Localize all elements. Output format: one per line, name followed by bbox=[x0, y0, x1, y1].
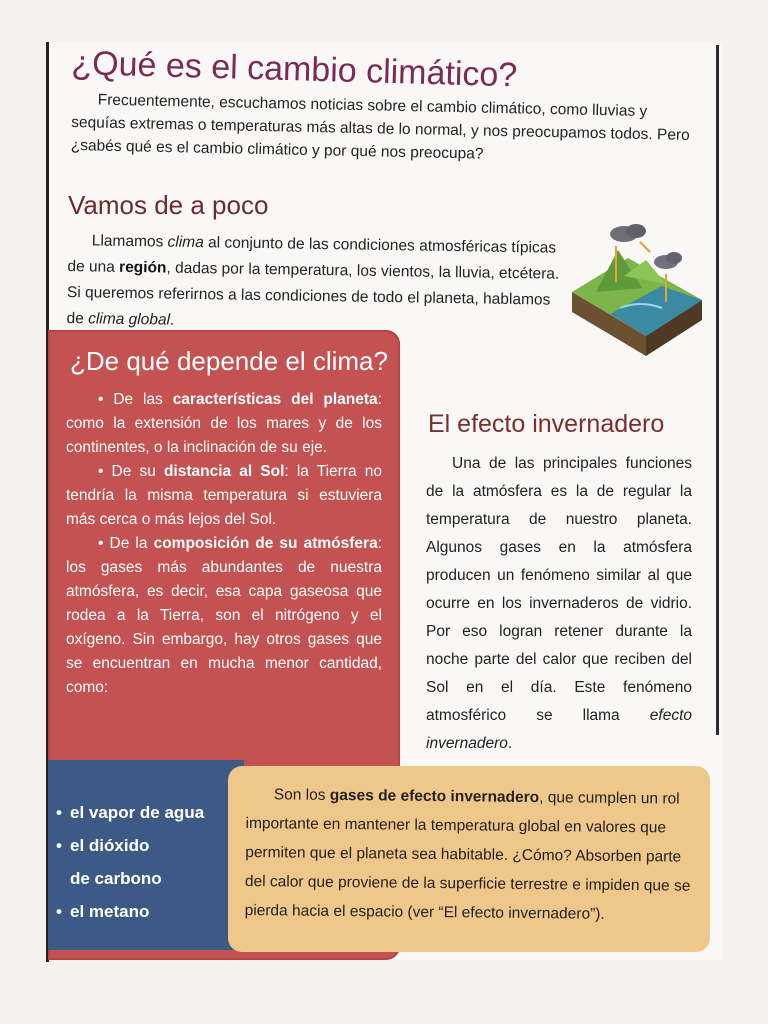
section-title-depende: ¿De qué depende el clima? bbox=[70, 346, 388, 376]
list-item bbox=[56, 796, 204, 829]
bullet-icon: • bbox=[98, 535, 104, 552]
climate-terrain-illustration bbox=[566, 218, 706, 358]
text-run: al conjunto de las condiciones atmosféricas típicas de una bbox=[67, 234, 557, 276]
bullet-icon: • bbox=[98, 463, 104, 480]
clima-factors-text bbox=[66, 388, 382, 700]
gas-label: de carbono bbox=[70, 869, 162, 888]
gas-label: el vapor de agua bbox=[70, 803, 205, 822]
page-right-edge bbox=[716, 45, 719, 735]
list-item bbox=[56, 895, 204, 928]
factor-term: composición de su atmósfera bbox=[153, 535, 378, 552]
term-gases: gases de efecto invernadero bbox=[329, 786, 540, 807]
page-title: ¿Qué es el cambio climático? bbox=[70, 44, 518, 95]
text-run: Son los bbox=[273, 786, 330, 804]
bullet-icon: • bbox=[56, 803, 62, 822]
section-title-vamos: Vamos de a poco bbox=[68, 190, 269, 220]
factor-term: características del planeta bbox=[172, 391, 378, 408]
text-run: De las bbox=[113, 391, 173, 408]
term-clima-global: clima global bbox=[88, 310, 171, 329]
explanation-paragraph bbox=[244, 780, 699, 930]
bullet-icon: • bbox=[56, 836, 62, 855]
factor-term: distancia al Sol bbox=[163, 463, 285, 480]
text-run: De la bbox=[109, 535, 154, 552]
list-item bbox=[56, 862, 204, 895]
text-run: De su bbox=[111, 463, 164, 480]
text-run: : los gases más abundantes de nuestra atmósfera, es decir, esa capa gaseosa que rodea a la Tierra, son el nitrógeno y el oxígeno. Sin embargo, hay otros gases que se encuentran en mucha menor cantidad, como: bbox=[66, 535, 382, 696]
gas-label: el dióxido bbox=[70, 836, 150, 855]
text-run: Una de las principales funciones de la atmósfera es la de regular la temperatura de nuestro planeta. Algunos gases en la atmósfera producen un fenómeno similar al que ocurre en los invernaderos de vidrio. Por eso logran retener durante la noche parte del calor que reciben del Sol en el día. Este fenómeno atmosférico se llama bbox=[426, 455, 692, 724]
term-region: región bbox=[118, 258, 167, 277]
text-run: . bbox=[169, 311, 175, 329]
text-run: : como la extensión de los mares y de los continentes, o la inclinación de su eje. bbox=[66, 391, 382, 456]
intro-paragraph: Frecuentemente, escuchamos noticias sobre el cambio climático, como lluvias y sequías extremas o temperaturas más altas de lo normal, y nos preocupamos todos. Pero ¿sabés qué es el cambio climático y por qué nos preocupa? bbox=[70, 91, 690, 163]
text-run: . bbox=[507, 735, 513, 752]
text-run: : la Tierra no tendría la misma temperatura si estuviera más cerca o más lejos del Sol. bbox=[66, 463, 382, 528]
term-clima: clima bbox=[167, 233, 204, 252]
text-run: , dadas por la temperatura, los vientos, la lluvia, etcétera. Si queremos referirnos a las condiciones de todo el planeta, hablamos de bbox=[66, 259, 560, 328]
clima-paragraph bbox=[66, 228, 564, 340]
text-run: Llamamos bbox=[91, 232, 168, 251]
bullet-icon: • bbox=[98, 391, 104, 408]
gases-list bbox=[56, 796, 204, 928]
factor-item bbox=[66, 532, 382, 700]
term-efecto-invernadero: efecto invernadero bbox=[426, 707, 692, 752]
list-item bbox=[56, 829, 204, 862]
invernadero-paragraph bbox=[426, 450, 692, 758]
bullet-icon: • bbox=[56, 902, 62, 921]
text-run: , que cumplen un rol importante en mantener la temperatura global en valores que permiten que el planeta sea habitable. ¿Cómo? Absorben parte del calor que proviene de la superficie terrestre e impiden que se pierda hacia el espacio (ver “El efecto invernadero”). bbox=[244, 789, 691, 923]
gas-label: el metano bbox=[70, 902, 150, 921]
factor-item bbox=[66, 460, 382, 532]
factor-item bbox=[66, 388, 382, 460]
section-title-invernadero: El efecto invernadero bbox=[428, 410, 665, 438]
